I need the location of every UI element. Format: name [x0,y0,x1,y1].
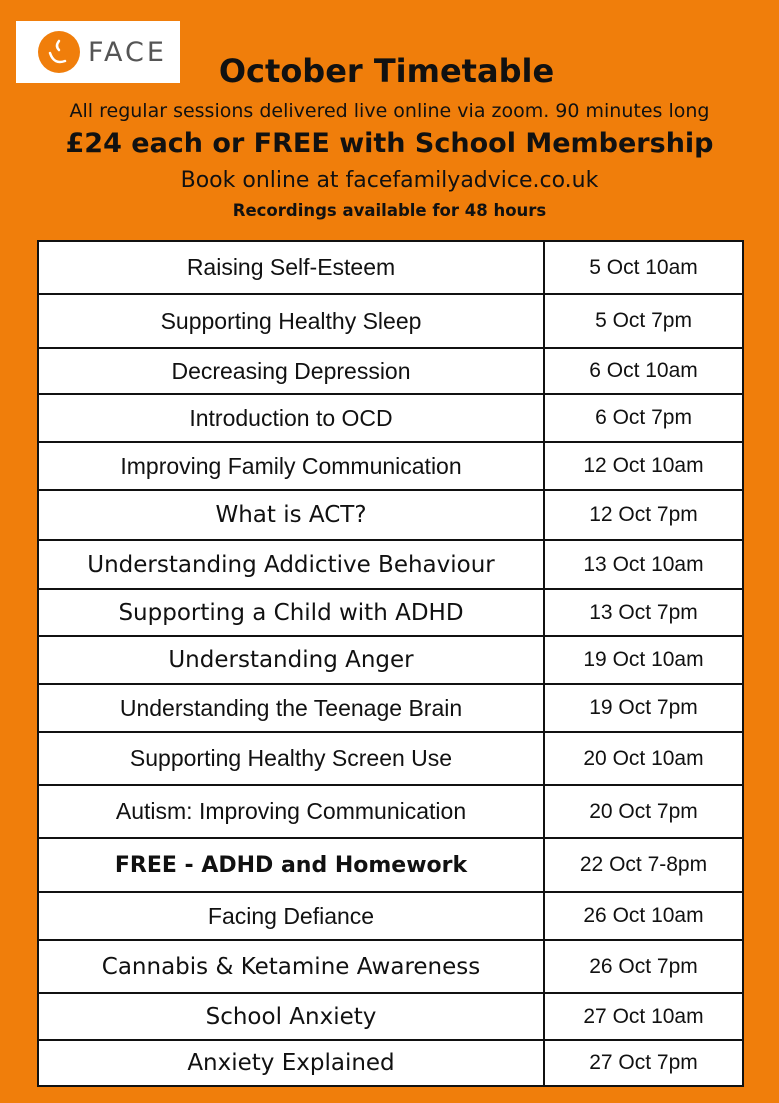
table-row [38,294,743,348]
price-note: £24 each or FREE with School Membership [65,128,714,159]
session-name: Supporting Healthy Sleep [38,294,544,348]
session-date: 13 Oct 7pm [544,589,743,636]
session-date: 6 Oct 10am [544,348,743,394]
session-name: Introduction to OCD [38,394,544,442]
delivery-note: All regular sessions delivered live online via zoom. 90 minutes long [69,100,710,122]
table-row [38,490,743,540]
table-row [38,892,743,940]
session-name: Understanding Anger [38,636,544,684]
session-name: What is ACT? [38,490,544,540]
session-date: 20 Oct 7pm [544,785,743,838]
session-date: 5 Oct 7pm [544,294,743,348]
session-date: 26 Oct 10am [544,892,743,940]
session-name: Facing Defiance [38,892,544,940]
table-row [38,993,743,1040]
session-name: Autism: Improving Communication [38,785,544,838]
table-row [38,589,743,636]
session-date: 19 Oct 7pm [544,684,743,732]
table-row [38,348,743,394]
session-name: Understanding Addictive Behaviour [38,540,544,589]
session-name: Supporting a Child with ADHD [38,589,544,636]
session-date: 19 Oct 10am [544,636,743,684]
session-date: 22 Oct 7-8pm [544,838,743,892]
session-name: FREE - ADHD and Homework [38,838,544,892]
table-row [38,636,743,684]
session-date: 26 Oct 7pm [544,940,743,993]
session-name: Anxiety Explained [38,1040,544,1086]
table-row [38,940,743,993]
session-date: 20 Oct 10am [544,732,743,785]
table-row [38,241,743,294]
session-date: 27 Oct 7pm [544,1040,743,1086]
session-name: School Anxiety [38,993,544,1040]
timetable [37,240,744,1087]
table-row [38,785,743,838]
session-date: 5 Oct 10am [544,241,743,294]
page-title: October Timetable [218,52,555,90]
session-name: Improving Family Communication [38,442,544,490]
session-date: 13 Oct 10am [544,540,743,589]
table-row [38,684,743,732]
table-row [38,394,743,442]
session-date: 12 Oct 7pm [544,490,743,540]
booking-note: Book online at facefamilyadvice.co.uk [180,168,599,193]
table-row [38,838,743,892]
session-name: Supporting Healthy Screen Use [38,732,544,785]
session-name: Raising Self-Esteem [38,241,544,294]
session-name: Cannabis & Ketamine Awareness [38,940,544,993]
session-date: 6 Oct 7pm [544,394,743,442]
table-row [38,442,743,490]
session-name: Understanding the Teenage Brain [38,684,544,732]
session-date: 12 Oct 10am [544,442,743,490]
recordings-note: Recordings available for 48 hours [232,201,547,220]
table-row [38,732,743,785]
session-name: Decreasing Depression [38,348,544,394]
session-date: 27 Oct 10am [544,993,743,1040]
table-row [38,540,743,589]
logo-text: FACE [88,36,167,68]
table-row [38,1040,743,1086]
